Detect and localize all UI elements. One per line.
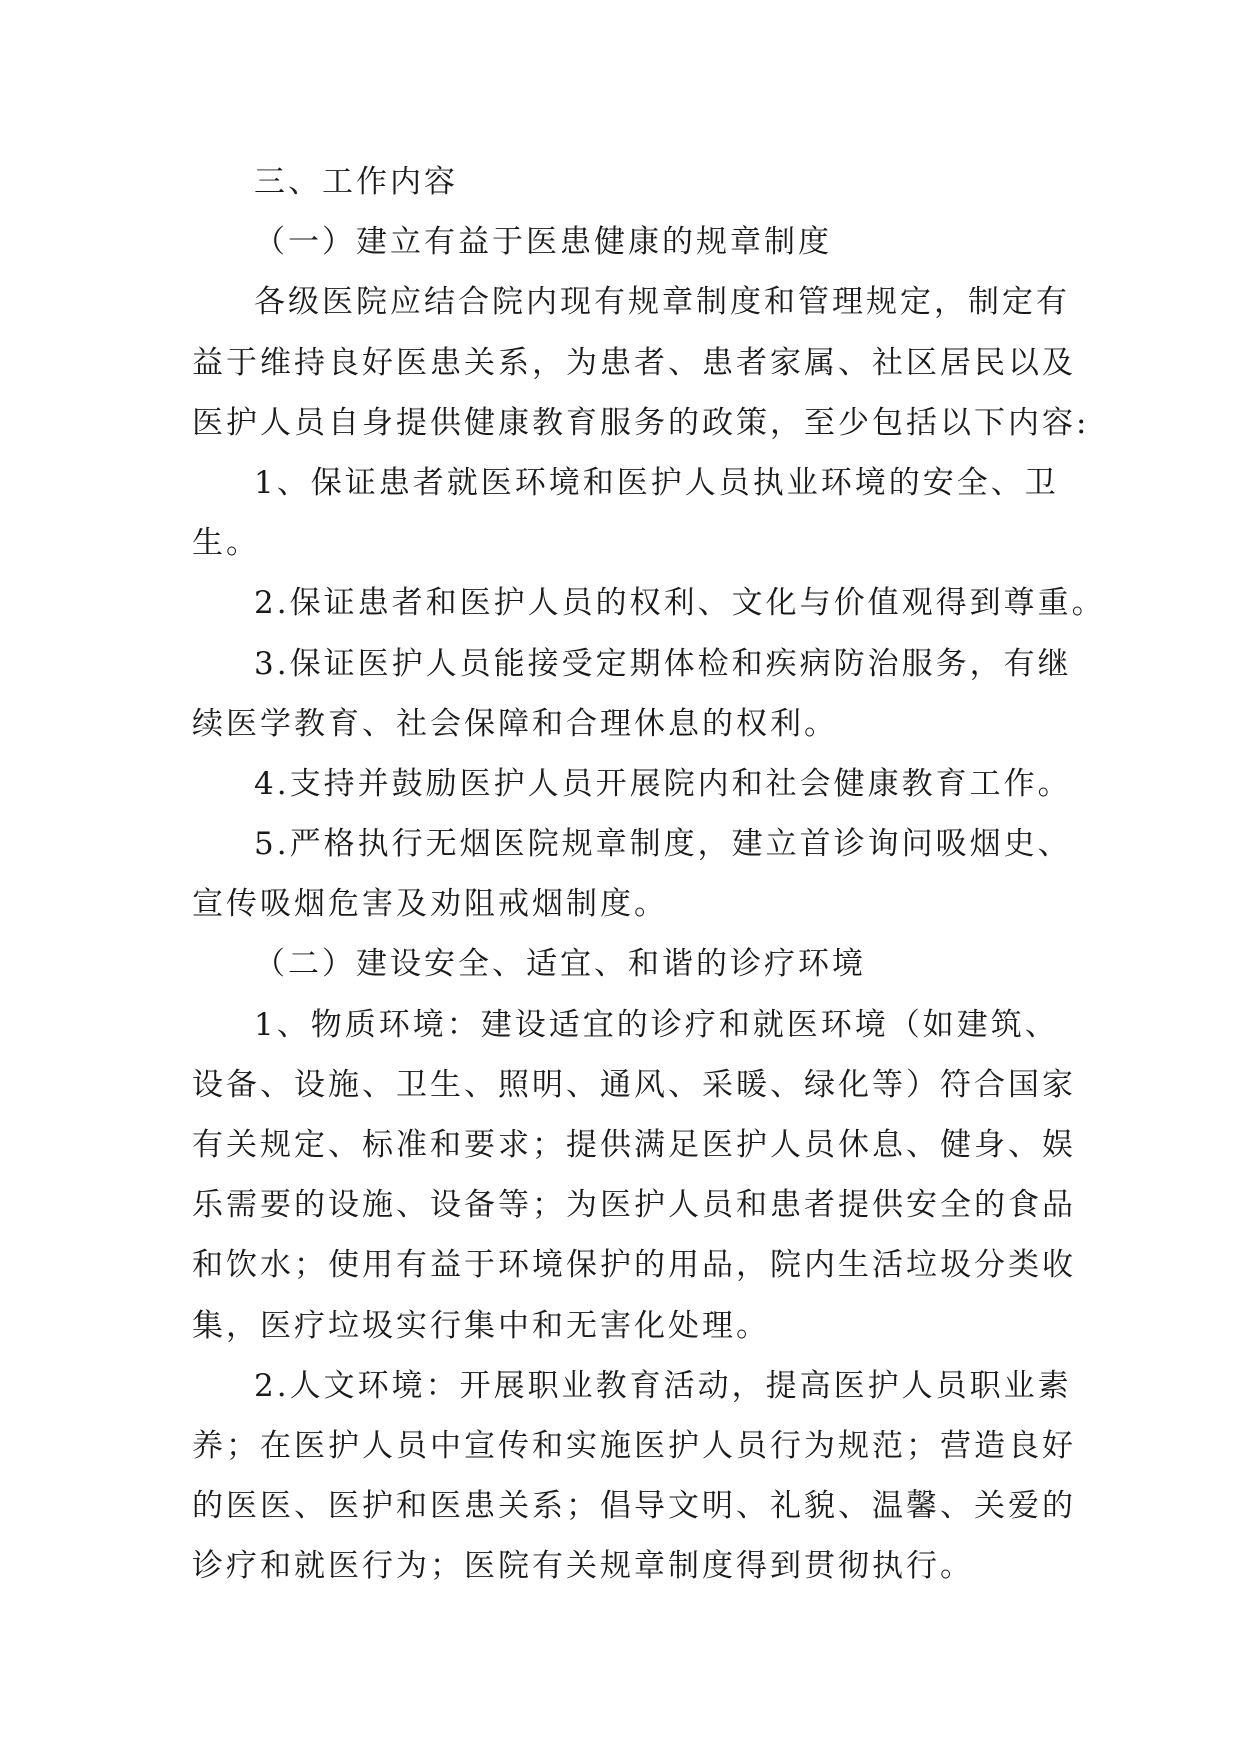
list-item-continuation: 宣传吸烟危害及劝阻戒烟制度。: [192, 886, 668, 923]
paragraph-line: 各级医院应结合院内现有规章制度和管理规定，制定有: [254, 284, 1070, 321]
paragraph-line: 医护人员自身提供健康教育服务的政策，至少包括以下内容:: [192, 404, 1090, 441]
list-item: 1、保证患者就医环境和医护人员执业环境的安全、卫: [254, 464, 1059, 501]
list-item: 4.支持并鼓励医护人员开展院内和社会健康教育工作。: [254, 765, 1072, 802]
paragraph-line: 益于维持良好医患关系，为患者、患者家属、社区居民以及: [192, 344, 1076, 381]
list-item: 5.严格执行无烟医院规章制度，建立首诊询问吸烟史、: [254, 826, 1072, 863]
list-item-continuation: 设备、设施、卫生、照明、通风、采暖、绿化等）符合国家: [192, 1066, 1076, 1103]
list-item-continuation: 的医医、医护和医患关系；倡导文明、礼貌、温馨、关爱的: [192, 1488, 1076, 1525]
list-item-continuation: 乐需要的设施、设备等；为医护人员和患者提供安全的食品: [192, 1187, 1076, 1224]
list-item-continuation: 有关规定、标准和要求；提供满足医护人员休息、健身、娱: [192, 1127, 1076, 1163]
list-item-continuation: 诊疗和就医行为；医院有关规章制度得到贯彻执行。: [192, 1548, 974, 1585]
document-body: [192, 152, 1106, 1597]
list-item-continuation: 生。: [192, 525, 260, 562]
subsection-heading: （一）建立有益于医患健康的规章制度: [254, 224, 832, 261]
list-item: 3.保证医护人员能接受定期体检和疾病防治服务，有继: [254, 645, 1072, 682]
list-item-continuation: 续医学教育、社会保障和合理休息的权利。: [192, 705, 838, 742]
list-item: 2.人文环境：开展职业教育活动，提高医护人员职业素: [254, 1367, 1072, 1404]
list-item: 2.保证患者和医护人员的权利、文化与价值观得到尊重。: [254, 585, 1106, 622]
list-item-continuation: 养；在医护人员中宣传和实施医护人员行为规范；营造良好: [192, 1427, 1076, 1464]
subsection-heading: （二）建设安全、适宜、和谐的诊疗环境: [254, 946, 866, 983]
list-item: 1、物质环境：建设适宜的诊疗和就医环境（如建筑、: [254, 1006, 1059, 1043]
section-heading: 三、工作内容: [254, 164, 458, 200]
list-item-continuation: 和饮水；使用有益于环境保护的用品，院内生活垃圾分类收: [192, 1247, 1076, 1284]
list-item-continuation: 集，医疗垃圾实行集中和无害化处理。: [192, 1307, 770, 1344]
